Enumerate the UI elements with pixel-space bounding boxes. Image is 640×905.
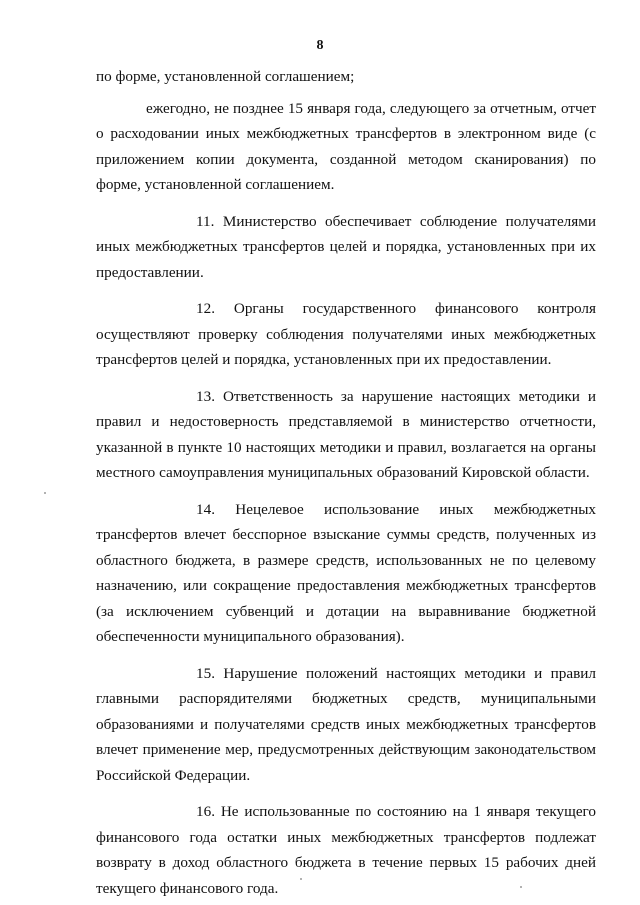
paragraph-number: 14. <box>196 500 215 518</box>
paragraph-text: Органы государственного финансового контроля осуществляют проверку соблюдения получателями иных межбюджетных трансфертов целей и порядка, установленных при их предоставлении. <box>96 300 597 368</box>
paragraph-text: по форме, установленной соглашением; <box>96 68 355 85</box>
document-body <box>96 64 596 901</box>
paragraph-number: 16. <box>196 803 215 820</box>
paragraph-12 <box>96 296 596 373</box>
paragraph-14 <box>96 497 596 650</box>
scan-speck <box>520 886 522 888</box>
paragraph-text: Министерство обеспечивает соблюдение получателями иных межбюджетных трансфертов целей и порядка, установленных при их предоставлении. <box>96 212 596 281</box>
paragraph-number: 15. <box>196 664 215 682</box>
page-number: 8 <box>316 38 324 53</box>
scan-speck <box>300 878 302 880</box>
paragraph-15 <box>96 661 596 789</box>
paragraph-number: 11. <box>196 212 215 230</box>
paragraph-number: 12. <box>196 300 215 317</box>
scan-speck <box>44 492 46 494</box>
paragraph-text: ежегодно, не позднее 15 января года, следующего за отчетным, отчет о расходовании иных межбюджетных трансфертов в электронном виде (с приложением копии документа, созданной методом сканирования) по форме, установленной соглашением. <box>96 99 596 193</box>
paragraph-13 <box>96 384 596 486</box>
paragraph-continuation <box>96 64 596 90</box>
paragraph-annual-report <box>96 96 596 198</box>
paragraph-number: 13. <box>196 387 215 405</box>
paragraph-text: Не использованные по состоянию на 1 января текущего финансового года остатки иных межбюджетных трансфертов подлежат возврату в доход областного бюджета в течение первых 15 рабочих дней текущего финансового года. <box>96 803 597 897</box>
paragraph-text: Ответственность за нарушение настоящих методики и правил и недостоверность представляемой в министерство отчетности, указанной в пункте 10 настоящих методики и правил, возлагается на органы местного самоуправления муниципальных образований Кировской области. <box>96 387 596 481</box>
paragraph-text: Нецелевое использование иных межбюджетных трансфертов влечет бесспорное взыскание суммы средств, полученных из областного бюджета, в размере средств, использованных не по целевому назначению, или сокращение предоставления межбюджетных трансфертов (за исключением субвенций и дотации на выравнивание бюджетной обеспеченности муниципального образования). <box>96 500 597 645</box>
paragraph-text: Нарушение положений настоящих методики и правил главными распорядителями бюджетных средств, муниципальными образованиями и получателями средств иных межбюджетных трансфертов влечет применение мер, предусмотренных действующим законодательством Российской Федерации. <box>96 664 596 784</box>
paragraph-11 <box>96 209 596 286</box>
